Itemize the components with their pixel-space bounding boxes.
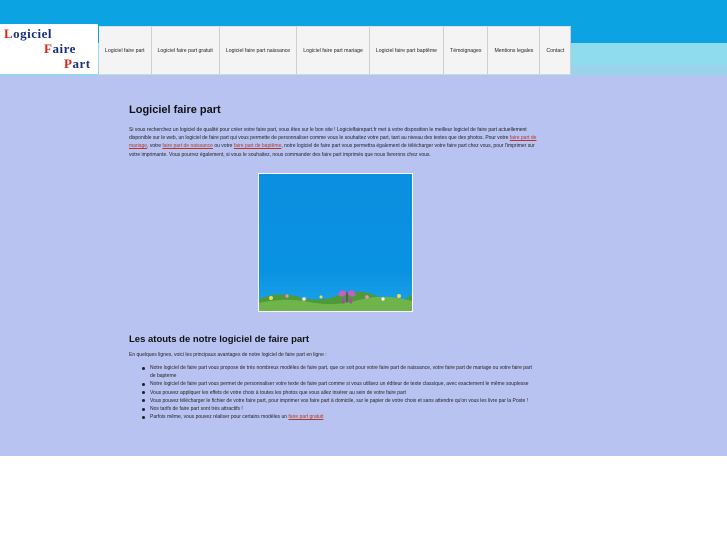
main-navigation [99,26,571,75]
site-logo[interactable] [0,24,98,74]
nav-item-faire-part-gratuit[interactable]: Logiciel faire part gratuit [152,27,220,74]
link-faire-part-gratuit[interactable]: faire part gratuit [288,414,324,421]
nav-item-temoignages[interactable]: Témoignages [444,27,488,74]
intro-paragraph: Si vous recherchez un logiciel de qualité pour créer votre faire part, vous êtes sur le bon site ! Logicielfairepart.fr met à votre disposition le meilleur logiciel de faire part actuellement disponible sur le web, un logiciel de faire part qui vous permette de personnaliser comme vous le souhaitez votre part, tant au niveau des textes que des photos. Pour votre faire part de mariage, votre faire part de naissance ou votre faire part de baptême, notre logiciel de faire part vous permettra également de télécharger votre faire part chez vous, pour l'imprimer sur votre imprimante. Vous pourrez également, si vous le souhaitez, nous commander des faire part imprimés que nous livrerons chez vous. [129,127,537,158]
nav-item-logiciel-faire-part[interactable]: Logiciel faire part [99,27,152,74]
page-title: Logiciel faire part [129,104,221,116]
illustration-flower-meadow [259,285,412,311]
nav-item-faire-part-mariage[interactable]: Logiciel faire part mariage [297,27,370,74]
logo-line-part: Part [64,56,91,71]
features-subtitle: En quelques lignes, voici les principaux avantages de notre logiciel de faire part en ligne : [129,352,327,358]
list-item: Nos tarifs de faire part sont très attractifs ! [142,405,538,413]
logo-line-faire: Faire [44,41,76,56]
nav-item-faire-part-naissance[interactable]: Logiciel faire part naissance [220,27,297,74]
faire-part-illustration [258,173,413,312]
link-faire-part-bapteme[interactable]: faire part de baptême [233,143,282,150]
list-item: Notre logiciel de faire part vous permet de personnaliser votre texte de faire part comme si vous utilisez un éditeur de texte classique, avec exactement le même souplesse [142,380,538,388]
link-faire-part-mariage[interactable]: faire part de mariage [129,135,537,150]
main-content [129,104,539,159]
nav-item-faire-part-bapteme[interactable]: Logiciel faire part baptême [370,27,444,74]
features-title: Les atouts de notre logiciel de faire part [129,334,310,345]
list-item: Parfois même, vous pouvez réaliser pour certains modèles un faire part gratuit [142,413,538,421]
nav-item-contact[interactable]: Contact [540,27,571,74]
list-item: Vous pouvez appliquer les effets de votre choix à toutes les photos que vous allez insérer au sein de votre faire part [142,389,538,397]
list-item: Vous pouvez télécharger le fichier de votre faire part, pour imprimer vos faire part à domicile, sur le papier de votre choix et sans attendre qu'on vous les livre par la Poste ! [142,397,538,405]
list-item: Notre logiciel de faire part vous propose de très nombreux modèles de faire part, que ce soit pour votre faire part de naissance, votre faire part de mariage ou votre faire part de bapteme [142,364,538,380]
nav-item-mentions-legales[interactable]: Mentions legales [488,27,540,74]
link-faire-part-naissance[interactable]: faire part de naissance [162,143,213,150]
logo-line-logiciel: Logiciel [4,26,53,41]
features-list [142,364,538,421]
